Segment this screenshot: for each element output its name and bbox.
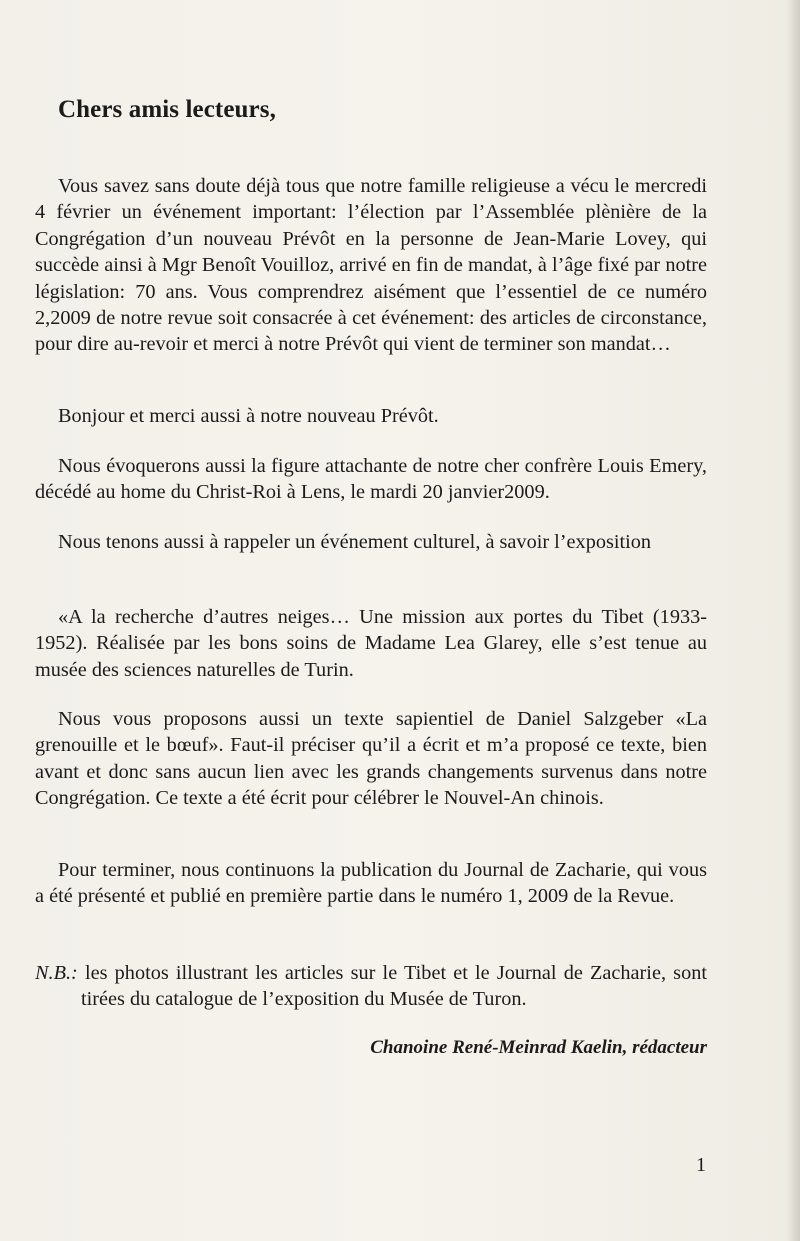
page-edge-shadow — [786, 0, 800, 1241]
paragraph-election: Vous savez sans doute déjà tous que notre famille religieuse a vécu le mercredi 4 février un événement important: l’élection par l’Assemblée plènière de la Congrégation d’un nouveau Prévôt en la personne de Jean-Marie Lovey, qui succède ainsi à Mgr Benoît Vouilloz, arrivé en fin de mandat, à l’âge fixé par notre législation: 70 ans. Vous comprendrez aisément que l’essentiel de ce numéro 2,2009 de notre revue soit consacrée à cet événement: des articles de circonstance, pour dire au-revoir et merci à notre Prévôt qui vient de terminer son mandat… — [35, 175, 707, 356]
paragraph-zacharie: Pour terminer, nous continuons la publication du Journal de Zacharie, qui vous a été présenté et publié en première partie dans le numéro 1, 2009 de la Revue. — [35, 859, 707, 908]
paragraph-tibet: «A la recherche d’autres neiges… Une mission aux portes du Tibet (1933-1952). Réalisée par les bons soins de Madame Lea Glarey, elle s’est tenue au musée des sciences naturelles de Turin. — [35, 606, 707, 681]
note-label: N.B.: — [35, 962, 78, 984]
paragraph-bonjour: Bonjour et merci aussi à notre nouveau Prévôt. — [58, 405, 439, 427]
page-number: 1 — [696, 1154, 706, 1176]
page-title: Chers amis lecteurs, — [58, 96, 276, 123]
paragraph-emery: Nous évoquerons aussi la figure attachante de notre cher confrère Louis Emery, décédé au home du Christ-Roi à Lens, le mardi 20 janvier2009. — [35, 455, 707, 504]
paragraph-salzgeber: Nous vous proposons aussi un texte sapientiel de Daniel Salzgeber «La grenouille et le bœuf». Faut-il préciser qu’il a écrit et m’a proposé ce texte, bien avant et donc sans aucun lien avec les grands changements survenus dans notre Congrégation. Ce texte a été écrit pour célébrer le Nouvel-An chinois. — [35, 708, 707, 810]
note-nb — [35, 960, 707, 1013]
note-text: les photos illustrant les articles sur le Tibet et le Journal de Zacharie, sont tirées du catalogue de l’exposition du Musée de Turon. — [77, 962, 707, 1011]
signature: Chanoine René-Meinrad Kaelin, rédacteur — [370, 1037, 707, 1058]
paragraph-exposition: Nous tenons aussi à rappeler un événement culturel, à savoir l’exposition — [58, 531, 652, 553]
